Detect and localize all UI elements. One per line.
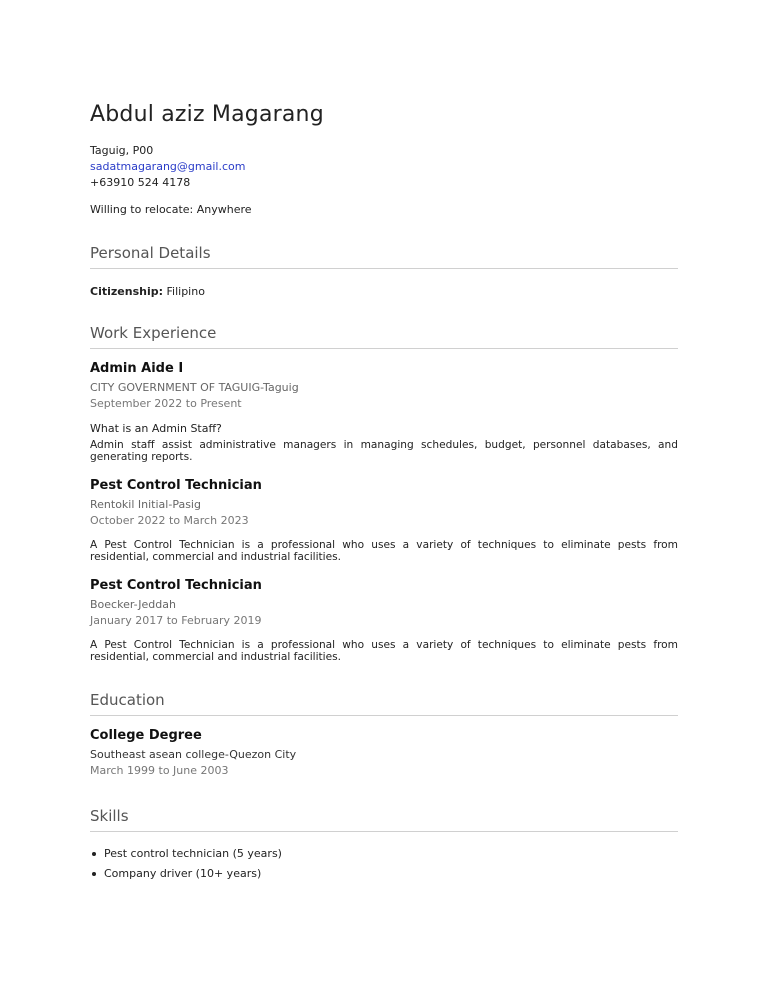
section-title-education: Education <box>90 691 165 709</box>
section-title-personal-details: Personal Details <box>90 244 211 262</box>
job-question: What is an Admin Staff? <box>90 422 222 435</box>
skills-list <box>90 844 678 884</box>
job-dates: January 2017 to February 2019 <box>90 614 262 627</box>
relocate-note: Willing to relocate: Anywhere <box>90 203 252 216</box>
candidate-name: Abdul aziz Magarang <box>90 102 324 127</box>
personal-details-section <box>90 244 678 298</box>
skill-label: Pest control technician (5 years) <box>104 847 282 860</box>
job-dates: October 2022 to March 2023 <box>90 514 249 527</box>
section-divider <box>90 831 678 832</box>
email-link[interactable]: sadatmagarang@gmail.com <box>90 160 246 173</box>
section-title-skills: Skills <box>90 807 129 825</box>
bullet-icon <box>92 872 96 876</box>
job-dates: September 2022 to Present <box>90 397 242 410</box>
list-item <box>90 844 678 864</box>
job-description: Admin staff assist administrative managers in managing schedules, budget, personnel databases, and generating reports. <box>90 439 678 463</box>
education-section <box>90 691 678 779</box>
citizenship-row <box>90 285 678 298</box>
job-title: Pest Control Technician <box>90 478 262 493</box>
list-item <box>90 864 678 884</box>
work-experience-section <box>90 324 678 663</box>
citizenship-value: Filipino <box>166 285 205 298</box>
skill-label: Company driver (10+ years) <box>104 867 262 880</box>
section-title-work-experience: Work Experience <box>90 324 217 342</box>
education-dates: March 1999 to June 2003 <box>90 764 229 777</box>
job-entry <box>90 360 678 463</box>
job-description: A Pest Control Technician is a professional who uses a variety of techniques to eliminate pests from residential, commercial and industrial facilities. <box>90 539 678 563</box>
job-entry <box>90 477 678 563</box>
section-divider <box>90 268 678 269</box>
job-description: A Pest Control Technician is a professional who uses a variety of techniques to eliminate pests from residential, commercial and industrial facilities. <box>90 639 678 663</box>
skills-section <box>90 807 678 884</box>
section-divider <box>90 348 678 349</box>
phone: +63910 524 4178 <box>90 176 191 189</box>
job-title: Admin Aide I <box>90 361 184 376</box>
citizenship-label: Citizenship: <box>90 285 163 298</box>
job-entry <box>90 577 678 663</box>
degree: College Degree <box>90 728 202 743</box>
job-company: CITY GOVERNMENT OF TAGUIG-Taguig <box>90 381 299 394</box>
job-company: Rentokil Initial-Pasig <box>90 498 201 511</box>
section-divider <box>90 715 678 716</box>
education-entry <box>90 727 678 779</box>
job-title: Pest Control Technician <box>90 578 262 593</box>
bullet-icon <box>92 852 96 856</box>
job-company: Boecker-Jeddah <box>90 598 176 611</box>
location: Taguig, P00 <box>90 144 154 157</box>
institution: Southeast asean college-Quezon City <box>90 748 297 761</box>
